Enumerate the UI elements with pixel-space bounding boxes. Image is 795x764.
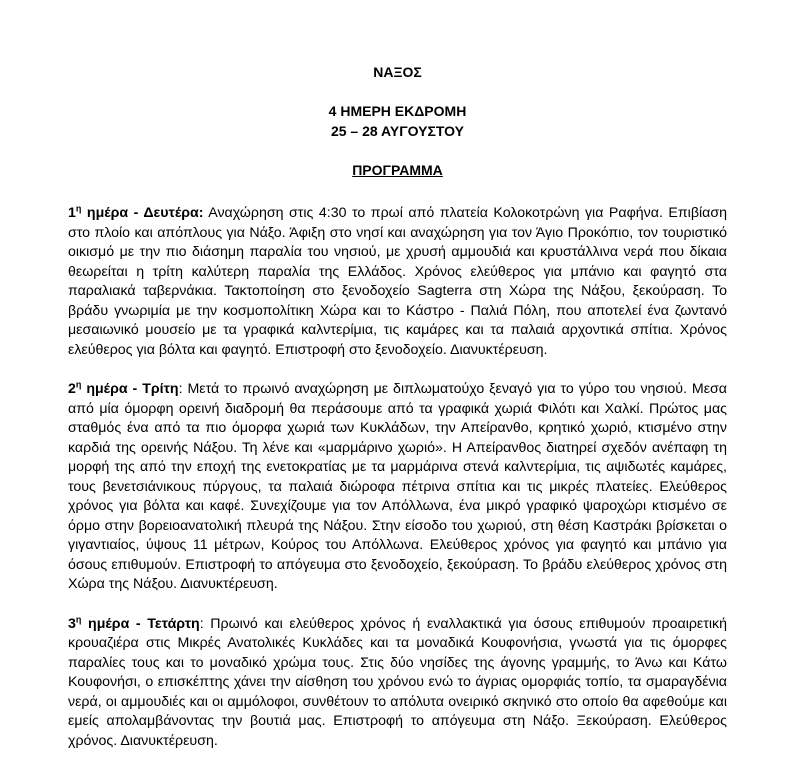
day-1-text: Αναχώρηση στις 4:30 το πρωί από πλατεία Κολοκοτρώνη για Ραφήνα. Επιβίαση στο πλοίο και απόπλους για Νάξο. Άφιξη στο νησί και αναχώρηση για τον Άγιο Προκόπιο, τον τουριστικό οικισμό με την πιο διάσημη παραλία του νησιού, με χρυσή αμμουδιά και κρυστάλλινα νερά που δίκαια θεωρείται η τρίτη καλύτερη παραλία της Ελλάδος. Χρόνος ελεύθερος για μπάνιο και φαγητό στα παραλιακά ταβερνάκια. Τακτοποίηση στο ξενοδοχείο Sagterra στη Χώρα της Νάξου, ξεκούραση. Το βράδυ γνωριμία με την κοσμοπολίτικη Χώρα και το Κάστρο - Παλιά Πόλη, που αποτελεί ένα ζωντανό μεσαιωνικό μουσείο με τα γραφικά καλντερίμια, τις καμάρες και τα παλαιά αρχοντικά σπίτια. Χρόνος ελεύθερος για βόλτα και φαγητό. Επιστροφή στο ξενοδοχείο. Διανυκτέρευση. xyxy=(68,205,727,358)
day-1-label xyxy=(68,205,204,221)
day-3-label xyxy=(68,613,200,632)
day-1-label-text: ημέρα - Δευτέρα: xyxy=(81,205,204,221)
day-3-ordinal: η xyxy=(75,613,82,624)
day-2-paragraph xyxy=(68,380,727,595)
program-heading: ΠΡΟΓΡΑΜΜΑ xyxy=(352,162,443,178)
day-1-paragraph xyxy=(68,204,727,360)
day-1-number: 1 xyxy=(68,205,76,221)
day-2-text: : Μετά το πρωινό αναχώρηση με διπλωματούχο ξεναγό για το γύρο του νησιού. Μεσα από μία όμορφη ορεινή διαδρομή θα περάσουμε από τα γραφικά χωριά Φιλότι και Χαλκί. Πρώτος μας σταθμός ένα από τα πιο όμορφα χωριά των Κυκλάδων, την Απείρανθο, κρητικό χωριό, κτισμένο στην καρδιά της ορεινής Νάξου. Τη λένε και «μαρμάρινο χωριό». Η Απείρανθος διατηρεί σχεδόν ανέπαφη τη μορφή της από την εποχή της ενετοκρατίας με τα μαρμάρινα στενά καλντερίμια, τις αψιδωτές καμάρες, τους βενετσιάνικους πύργους, τα παλαιά διώροφα πέτρινα σπίτια και τις μικρές πλατείες. Ελεύθερος χρόνος για βόλτα και καφέ. Συνεχίζουμε για τον Απόλλωνα, ένα μικρό γραφικό ψαροχώρι κτισμένο σε όρμο στην βορειοανατολική πλευρά της Νάξου. Στην είσοδο του χωριού, στη θέση Καστράκι βρίσκεται ο γιγαντιαίος, ύψους 11 μέτρων, Κούρος του Απόλλωνα. Ελεύθερος χρόνος για φαγητό και μπάνιο για όσους επιθυμούν. Επιστροφή το απόγευμα στο ξενοδοχείο, ξεκούραση. Το βράδυ ελεύθερος χρόνος στη Χώρα της Νάξου. Διανυκτέρευση. xyxy=(68,381,727,592)
document-page xyxy=(68,62,727,751)
day-2-number: 2 xyxy=(68,381,76,397)
day-3-label-text: ημέρα - Τετάρτη xyxy=(81,615,200,632)
day-3-text: : Πρωινό και ελεύθερος χρόνος ή εναλλακτικά για όσους επιθυμούν προαιρετική κρουαζιέρα στις Μικρές Ανατολικές Κυκλάδες και τα μοναδικά Κουφονήσια, γνωστά για τις όμορφες παραλίες τους και το μοναδικό χρώμα τους. Στις δύο νησίδες της άγονης γραμμής, το Άνω και Κάτω Κουφονήσι, ο επισκέπτης χάνει την αίσθηση του χρόνου ενώ το άγριας ομορφιάς τοπίο, τα σμαραγδένια νερά, οι αμμουδιές και οι αμμόλοφοι, συνθέτουν το απόλυτα ονειρικό σκηνικό στο οποίο θα αφεθούμε και εμείς απολαμβάνοντας την βουτιά μας. Επιστροφή το απόγευμα στη Νάξο. Ξεκούραση. Ελεύθερος χρόνος. Διανυκτέρευση. xyxy=(68,615,727,749)
day-1-ordinal: η xyxy=(75,203,82,214)
document-title: ΝΑΞΟΣ xyxy=(373,64,422,80)
day-2-label xyxy=(68,381,179,397)
day-3-number: 3 xyxy=(68,615,76,632)
day-2-label-text: ημέρα - Τρίτη xyxy=(81,381,179,397)
day-3-paragraph xyxy=(68,615,727,752)
day-2-ordinal: η xyxy=(75,379,82,390)
trip-dates: 25 – 28 ΑΥΓΟΥΣΤΟΥ xyxy=(330,123,465,139)
trip-duration: 4 ΗΜΕΡΗ ΕΚΔΡΟΜΗ xyxy=(328,103,467,119)
